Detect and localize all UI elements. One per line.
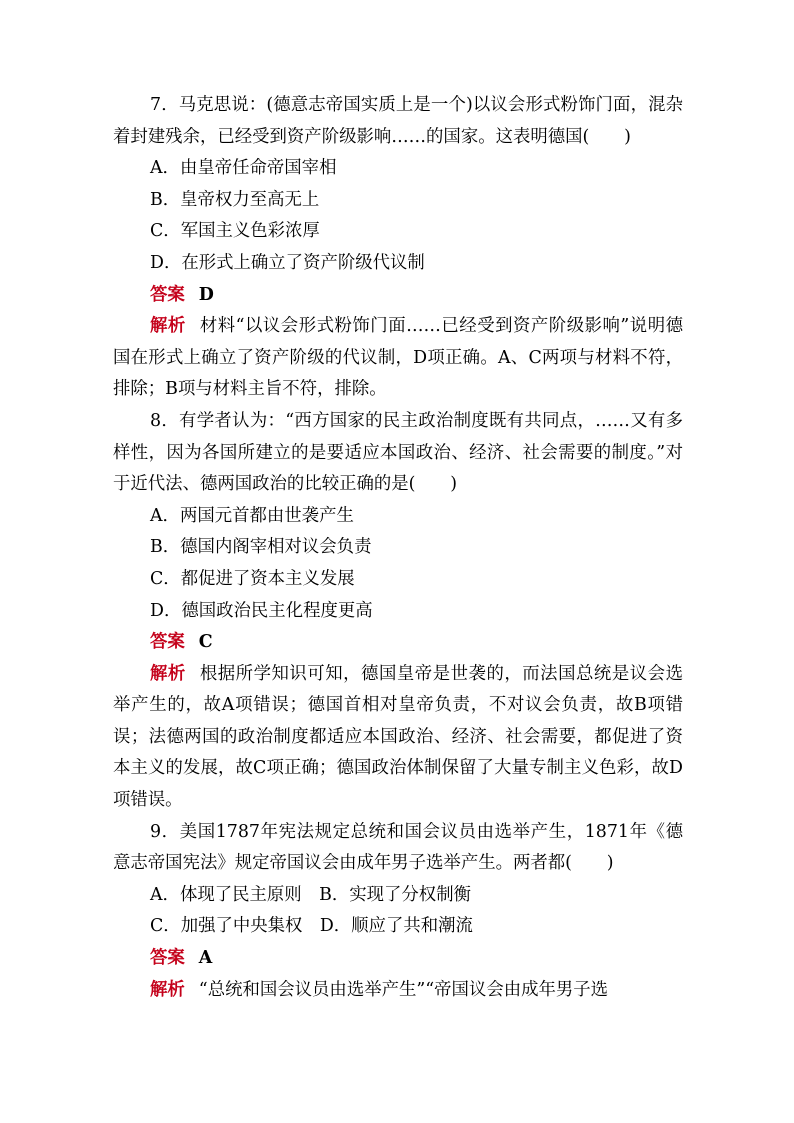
explanation-text: “总统和国会议员由选举产生”“帝国议会由成年男子选 [198,979,609,1000]
question-8-option-a: A．两国元首都由世袭产生 [150,505,354,526]
question-8-answer [113,627,683,659]
explanation-text: 根据所学知识可知，德国皇帝是世袭的，而法国总统是议会选举产生的，故A项错误；德国首相对皇帝负责，不对议会负责，故B项错误；法德两国的政治制度都适应本国政治、经济、社会需要，都促进了资本主义的发展，故C项正确；德国政治体制保留了大量专制主义色彩，故D项错误。 [113,663,683,811]
explanation-label: 解析 [150,663,186,684]
question-9-answer [113,943,683,975]
answer-label: 答案 [150,284,185,305]
question-7-explanation [113,311,683,406]
question-9-stem: 9．美国1787年宪法规定总统和国会议员由选举产生，1871年《德意志帝国宪法》规定帝国议会由成年男子选举产生。两者都( ) [113,821,683,874]
question-8-stem: 8．有学者认为：“西方国家的民主政治制度既有共同点，……又有多样性，因为各国所建立的是要适应本国政治、经济、社会需要的制度。”对于近代法、德两国政治的比较正确的是( ) [113,410,683,495]
explanation-label: 解析 [150,979,185,1000]
question-8-option-d: D．德国政治民主化程度更高 [150,600,373,621]
question-9-explanation [113,975,683,1007]
answer-value: C [198,632,213,653]
explanation-label: 解析 [150,316,186,337]
question-8-option-c: C．都促进了资本主义发展 [150,568,355,589]
answer-value: A [198,948,213,969]
question-7-option-d: D．在形式上确立了资产阶级代议制 [150,252,425,273]
document-page [113,90,683,1006]
explanation-text: 材料“以议会形式粉饰门面……已经受到资产阶级影响”说明德国在形式上确立了资产阶级的代议制，D项正确。A、C两项与材料不符，排除；B项与材料主旨不符，排除。 [113,316,683,400]
question-9-options-row-1: A．体现了民主原则 B．实现了分权制衡 [150,884,471,905]
answer-value: D [198,284,214,305]
question-7-option-c: C．军国主义色彩浓厚 [150,221,320,242]
question-7-option-a: A．由皇帝任命帝国宰相 [150,158,337,179]
question-7-stem: 7．马克思说：(德意志帝国实质上是一个)以议会形式粉饰门面，混杂着封建残余，已经受到资产阶级影响……的国家。这表明德国( ) [113,95,683,147]
question-7-option-b: B．皇帝权力至高无上 [150,189,320,210]
question-8-option-b: B．德国内阁宰相对议会负责 [150,537,372,558]
question-9-options-row-2: C．加强了中央集权 D．顺应了共和潮流 [150,916,473,937]
question-8-explanation [113,659,683,817]
answer-label: 答案 [150,632,185,653]
question-7-answer [113,280,683,312]
answer-label: 答案 [150,948,185,969]
